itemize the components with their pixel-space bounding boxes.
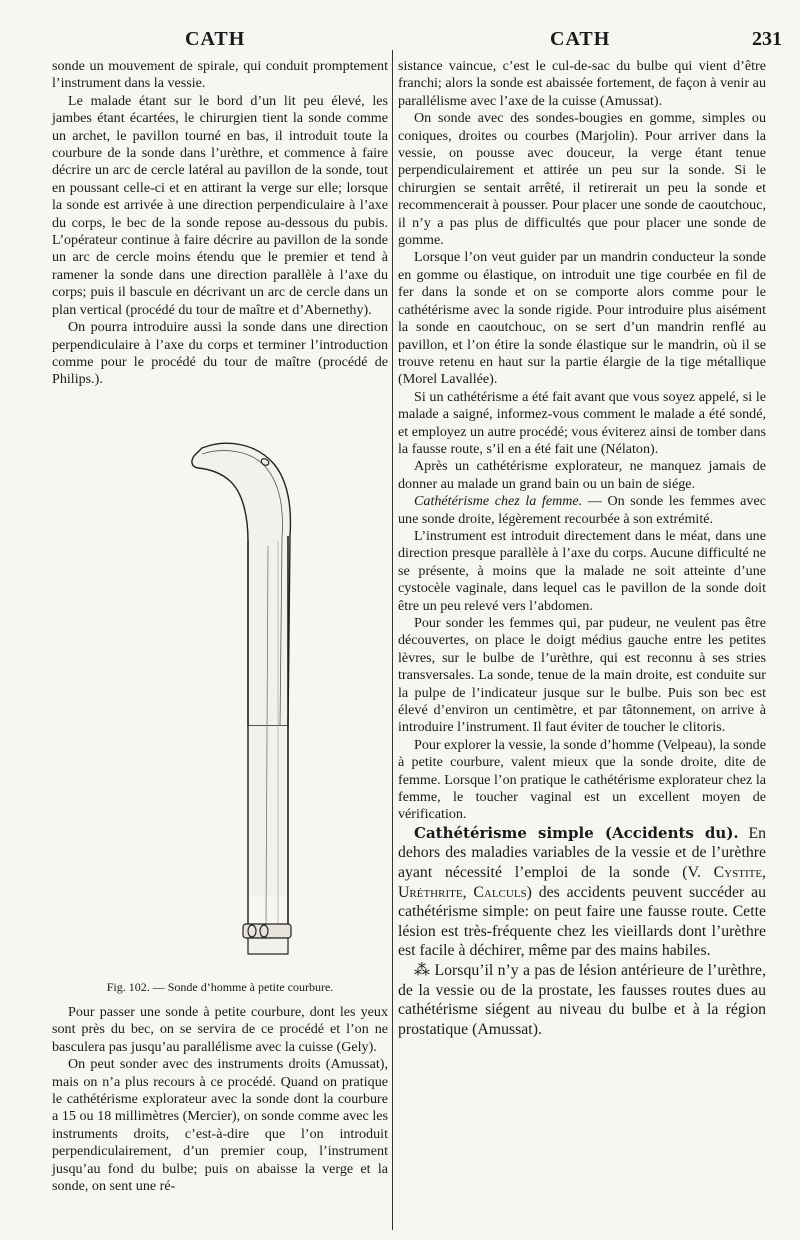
right-paragraph-6-text: — On sonde les femmes avec une sonde droite, légèrement recourbée à son extrémité. bbox=[398, 493, 766, 527]
right-paragraph-4: Si un cathétérisme a été fait avant que vous soyez appelé, si le malade a saigné, informez-vous comment le malade a été sondé, et employez un autre procédé; vous éviterez ainsi de tomber dans la fausse route, s’il en a été fait une (Nélaton). bbox=[398, 388, 766, 457]
ref-sep-1: , bbox=[762, 864, 766, 882]
right-paragraph-11-text: Lorsqu’il n’y a pas de lésion antérieure de l’urèthre, de la vessie ou de la prostate, les fausses routes dues au cathétérisme siégent au niveau du bulbe et à la région prostatique (Amussat). bbox=[398, 962, 767, 1038]
right-paragraph-6 bbox=[398, 493, 766, 528]
figure-sonde-illustration bbox=[52, 426, 388, 981]
right-paragraph-5: Après un cathétérisme explorateur, ne manquez jamais de donner au malade un grand bain ou un bain de siége. bbox=[398, 458, 766, 492]
right-paragraph-7: L’instrument est introduit directement dans le méat, dans une direction presque parallèle à l’axe du corps. Aucune difficulté ne se présente, à moins que la malade ne soit atteinte d’une cystocèle vaginale, dans lequel cas le pavillon de la sonde doit être un peu relevé vers l’abdomen. bbox=[398, 527, 766, 614]
left-column bbox=[52, 58, 388, 389]
left-column-bottom bbox=[52, 1004, 388, 1195]
section-heading-accidents: Cathétérisme simple (Accidents du). bbox=[414, 823, 739, 842]
column-divider bbox=[392, 50, 393, 1230]
page-header bbox=[0, 14, 800, 54]
left-paragraph-2: Le malade étant sur le bord d’un lit peu élevé, les jambes étant écartées, le chirurgien tient la sonde comme un archet, le pavillon tourné en bas, il introduit toute la courbure de la sonde dans l’urèthre, et commence à faire décrire un arc de cercle latéral au pavillon de la sonde, tout en poussant celle-ci et en attirant la verge sur elle; lorsque la sonde est arrivée à une direction perpendiculaire à l’axe du corps, le bec de la sonde repose au-dessous du pubis. L’opérateur continue à faire décrire au pavillon de la sonde un arc de cercle moins étendu que le premier et tend à ramener la sonde dans une direction parallèle à l’axe du corps; puis il bascule en décrivant un arc de cercle dans un plan vertical (procédé du tour de maître et d’Abernethy). bbox=[52, 92, 388, 318]
right-paragraph-3: Lorsque l’on veut guider par un mandrin conducteur la sonde en gomme ou élastique, on introduit une tige courbée en fil de fer dans la sonde et on se comporte alors comme pour le cathétérisme avec la sonde rigide. Pour introduire plus aisément la sonde en caoutchouc, on se sert d’un mandrin renflé au pavillon, et l’on étire la sonde élastique sur le mandrin, où il se trouve retenu en haut sur la partie élargie de la tige métallique (Morel Lavallée). bbox=[398, 249, 766, 388]
left-paragraph-5: On peut sonder avec des instruments droits (Amussat), mais on n’a plus recours à ce procédé. Quand on pratique le cathétérisme explorateur avec la sonde dont la courbure a 15 ou 18 millimètres (Mercier), on sonde comme avec les instruments droits, c’est-à-dire que l’on introduit perpendiculairement, d’un premier coup, l’instrument jusqu’au fond du bulbe; puis on abaisse la verge et la sonde, on sent une ré- bbox=[52, 1056, 388, 1195]
running-head-left: CATH bbox=[185, 28, 246, 50]
ref-cystite: Cystite bbox=[713, 864, 763, 882]
asterism: ⁂ bbox=[414, 962, 431, 980]
page-number: 231 bbox=[752, 28, 782, 50]
right-paragraph-10 bbox=[398, 824, 766, 961]
right-column bbox=[398, 58, 766, 1039]
running-head-right: CATH bbox=[550, 28, 611, 50]
right-paragraph-2: On sonde avec des sondes-bougies en gomme, simples ou coniques, droites ou courbes (Marjolin). Pour arriver dans la vessie, on pousse avec douceur, la verge étant tenue perpendiculairement et attirée un peu sur la sonde. Si le chirurgien se sentait arrêté, il retirerait un peu la sonde et recommencerait à pousser. Pour placer une sonde de caoutchouc, il n’y a pas plus de difficultés que pour placer une sonde de gomme. bbox=[398, 110, 766, 249]
right-paragraph-11 bbox=[398, 961, 766, 1039]
right-paragraph-1: sistance vaincue, c’est le cul-de-sac du bulbe qui vient d’être franchi; alors la sonde est abaissée fortement, de façon à venir au parallélisme avec l’axe de la cuisse (Amussat). bbox=[398, 58, 766, 109]
right-paragraph-10-start: En dehors des maladies variables de la vessie et de l’urèthre ayant nécessité l’emploi de la sonde (V. bbox=[398, 824, 767, 882]
right-paragraph-8: Pour sonder les femmes qui, par pudeur, ne veulent pas être découvertes, on place le doigt médius gauche entre les petites lèvres, sur le bulbe de l’urèthre, qui est reconnu à ses stries transversales. La sonde, tenue de la main droite, est conduite sur la pulpe de l’indicateur jusque sur le bulbe. Puis son bec est élevé d’environ un centimètre, et par tâtonnement, on arrive à introduire l’instrument. Il faut éviter de toucher le clitoris. bbox=[398, 615, 766, 736]
left-paragraph-4: Pour passer une sonde à petite courbure, dont les yeux sont près du bec, on se servira de ce procédé et l’on ne basculera pas jusqu’au parallélisme avec la cuisse (Gely). bbox=[52, 1004, 388, 1055]
left-paragraph-3: On pourra introduire aussi la sonde dans une direction perpendiculaire à l’axe du corps et terminer l’introduction comme pour le procédé du tour de maître (procédé de Philips.). bbox=[52, 319, 388, 388]
left-paragraph-1: sonde un mouvement de spirale, qui conduit promptement l’instrument dans la vessie. bbox=[52, 58, 388, 92]
ref-urethrite: Uréthrite bbox=[398, 883, 463, 901]
section-title-femme: Cathétérisme chez la femme. bbox=[414, 493, 583, 510]
figure-caption: Fig. 102. — Sonde d’homme à petite courbure. bbox=[106, 980, 334, 994]
right-paragraph-9: Pour explorer la vessie, la sonde d’homme (Velpeau), la sonde à petite courbure, valent mieux que la sonde droite, dite de femme. Lorsque l’on pratique le cathétérisme explorateur chez la femme, le toucher vaginal est un excellent moyen de vérification. bbox=[398, 736, 766, 823]
catheter-drawing bbox=[52, 426, 388, 981]
ref-calculs: Calculs bbox=[473, 883, 527, 901]
right-paragraph-10-end: ) des accidents peuvent succéder au cathétérisme simple: on peut faire une fausse route. Cette lésion est très-fréquente chez les vieillards dont l’urèthre est facile à déchirer, même par des mains habiles. bbox=[398, 883, 766, 960]
ref-sep-2: , bbox=[462, 883, 474, 901]
